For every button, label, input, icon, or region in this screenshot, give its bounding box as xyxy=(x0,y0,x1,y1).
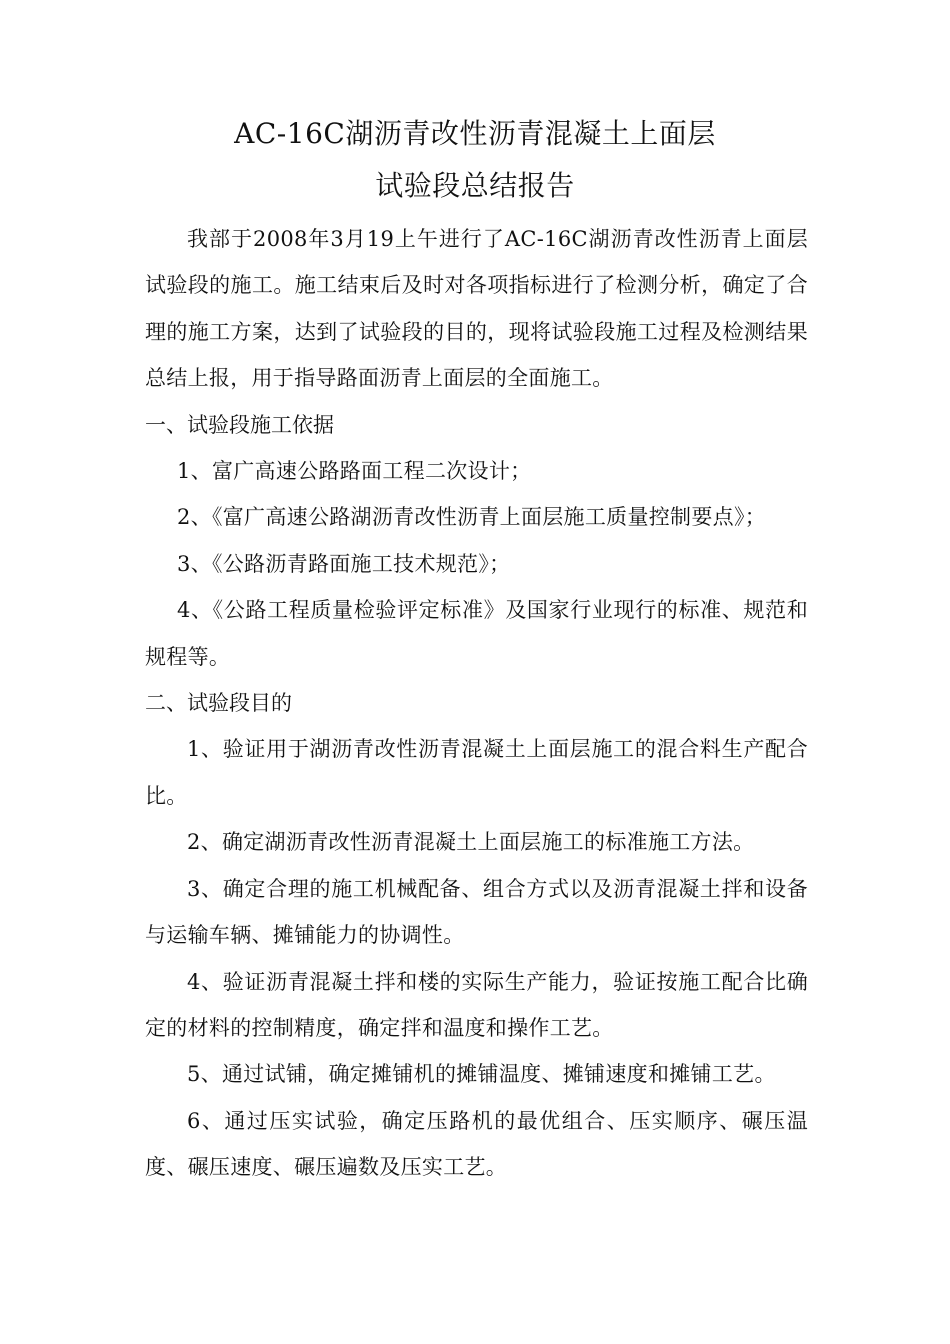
section1-item-1: 1、富广高速公路路面工程二次设计； xyxy=(177,459,532,484)
document-body xyxy=(145,216,808,1191)
section2-item-4: 4、验证沥青混凝土拌和楼的实际生产能力，验证按施工配合比确定的材料的控制精度，确定拌和温度和操作工艺。 xyxy=(145,969,808,1040)
title-line-1: AC-16C湖沥青改性沥青混凝土上面层 xyxy=(234,117,716,150)
section2-item-5: 5、通过试铺，确定摊铺机的摊铺温度、摊铺速度和摊铺工艺。 xyxy=(187,1062,776,1087)
section1-item-4: 4、《公路工程质量检验评定标准》及国家行业现行的标准、规范和规程等。 xyxy=(145,598,808,669)
section2-heading: 二、试验段目的 xyxy=(145,691,292,716)
section2-item-1: 1、验证用于湖沥青改性沥青混凝土上面层施工的混合料生产配合比。 xyxy=(145,737,808,808)
section2-item-2: 2、确定湖沥青改性沥青混凝土上面层施工的标准施工方法。 xyxy=(187,830,755,855)
document-title xyxy=(0,108,950,212)
section1-item-2: 2、《富广高速公路湖沥青改性沥青上面层施工质量控制要点》； xyxy=(177,505,767,530)
intro-paragraph: 我部于2008年3月19上午进行了AC-16C湖沥青改性沥青上面层试验段的施工。施工结束后及时对各项指标进行了检测分析，确定了合理的施工方案，达到了试验段的目的，现将试验段施工过程及检测结果总结上报，用于指导路面沥青上面层的全面施工。 xyxy=(145,227,808,391)
section1-heading: 一、试验段施工依据 xyxy=(145,412,334,437)
section2-item-6: 6、通过压实试验，确定压路机的最优组合、压实顺序、碾压温度、碾压速度、碾压遍数及压实工艺。 xyxy=(145,1108,808,1180)
title-line-2: 试验段总结报告 xyxy=(375,169,575,202)
section1-item-3: 3、《公路沥青路面施工技术规范》； xyxy=(177,551,511,576)
section2-item-3: 3、确定合理的施工机械配备、组合方式以及沥青混凝土拌和设备与运输车辆、摊铺能力的协调性。 xyxy=(145,876,808,948)
